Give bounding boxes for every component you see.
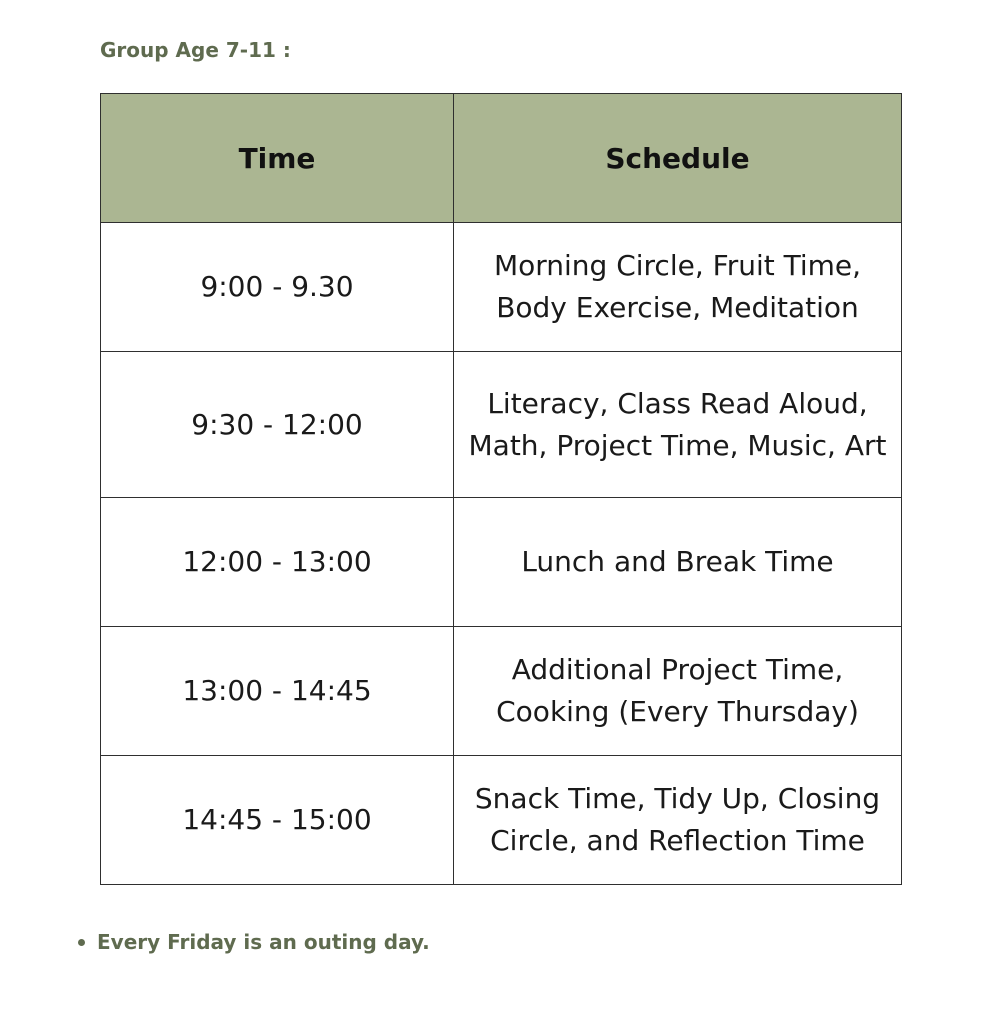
bullet-icon — [78, 939, 85, 946]
time-cell: 12:00 - 13:00 — [101, 498, 454, 627]
schedule-table — [100, 93, 902, 885]
group-heading: Group Age 7-11 : — [100, 38, 291, 62]
table-row — [101, 223, 902, 352]
notes-list — [78, 930, 430, 954]
time-cell: 9:30 - 12:00 — [101, 352, 454, 498]
schedule-cell: Literacy, Class Read Aloud, Math, Project Time, Music, Art — [454, 352, 902, 498]
schedule-cell: Snack Time, Tidy Up, Closing Circle, and Reflection Time — [454, 756, 902, 885]
time-cell: 13:00 - 14:45 — [101, 627, 454, 756]
schedule-cell: Morning Circle, Fruit Time, Body Exercise, Meditation — [454, 223, 902, 352]
time-cell: 9:00 - 9.30 — [101, 223, 454, 352]
time-column-header: Time — [101, 94, 454, 223]
table-row — [101, 498, 902, 627]
table-row — [101, 756, 902, 885]
schedule-cell: Additional Project Time, Cooking (Every Thursday) — [454, 627, 902, 756]
schedule-cell: Lunch and Break Time — [454, 498, 902, 627]
outing-note: Every Friday is an outing day. — [97, 930, 430, 954]
table-header-row — [101, 94, 902, 223]
schedule-column-header: Schedule — [454, 94, 902, 223]
time-cell: 14:45 - 15:00 — [101, 756, 454, 885]
table-row — [101, 352, 902, 498]
table-row — [101, 627, 902, 756]
list-item — [78, 930, 430, 954]
